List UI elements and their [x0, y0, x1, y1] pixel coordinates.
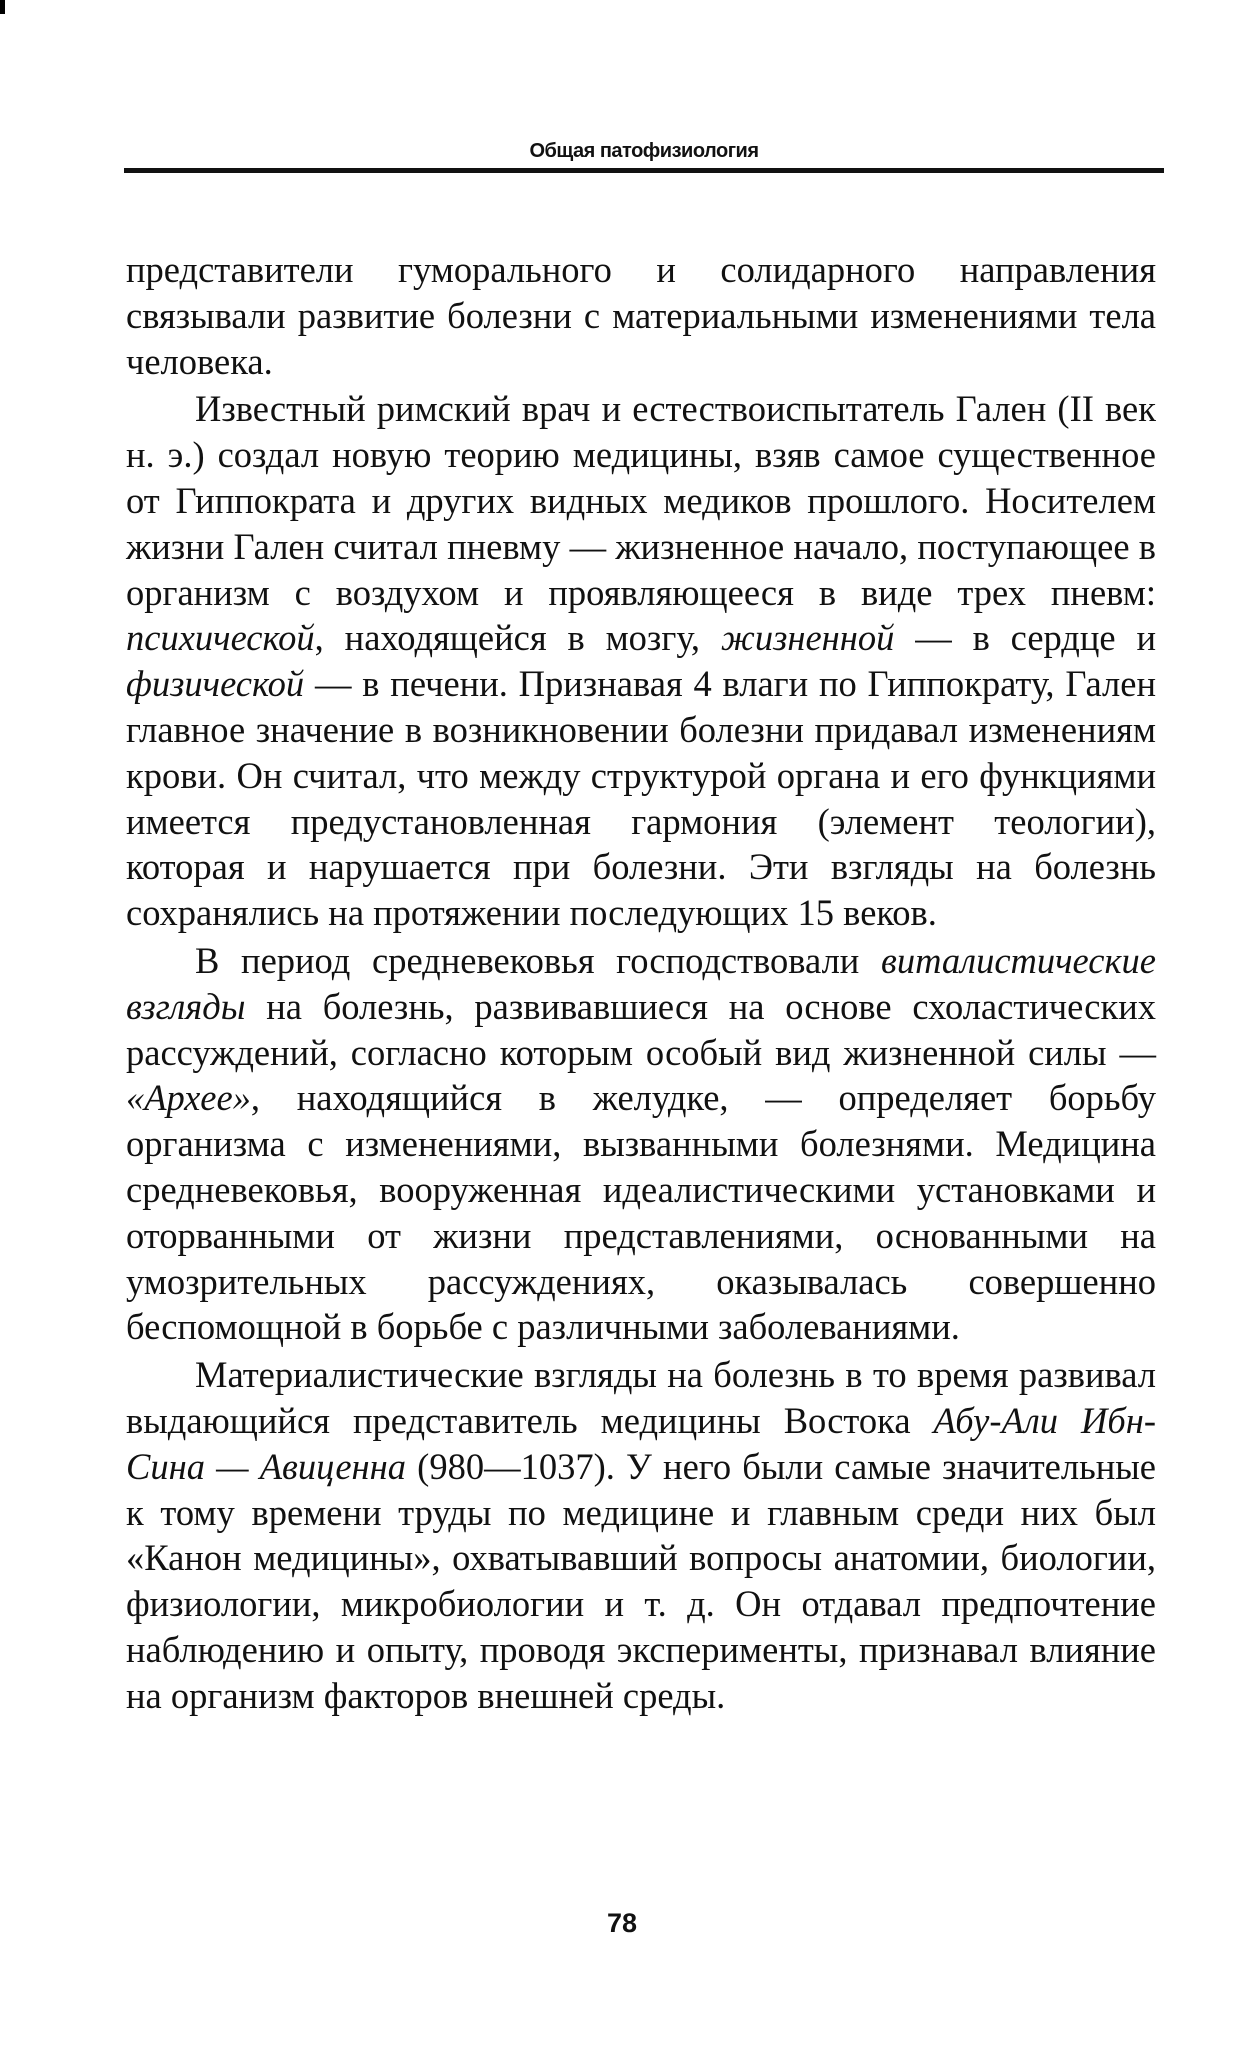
italic-term: физической: [126, 663, 305, 705]
text-segment: (980—1037). У него были самые значительные к тому времени труды по медицине и главным среди них был «Канон медицины», охватывавший вопросы анатомии, биологии, физиологии, микробиологии и т. д. Он отдавал предпочтение наблюдению и опыту, проводя эксперименты, признавал влияние на организм факторов внешней среды.: [126, 1445, 1156, 1716]
header-rule: [124, 168, 1164, 173]
body-text: [126, 247, 1156, 1719]
page-number: 78: [606, 1908, 638, 1938]
italic-term: «Архее»: [126, 1077, 251, 1119]
running-header: [124, 140, 1164, 173]
text-segment: Материалистические взгляды на болезнь в то время развивал выдающийся представитель медицины Востока: [126, 1354, 1156, 1441]
text-segment: — в печени. Признавая 4 влаги по Гиппократу, Гален главное значение в возникновении болезни придавал изменениям крови. Он считал, что между структурой органа и его функциями имеется предустановленная гармония (элемент теологии), которая и нарушается при болезни. Эти взгляды на болезнь сохранялись на протяжении последующих 15 веков.: [126, 663, 1156, 934]
text-segment: , находящейся в мозгу,: [314, 617, 721, 659]
italic-term: Абу-Али Ибн-Сина — Авиценна: [126, 1399, 1156, 1487]
text-segment: представители гуморального и солидарного направления связывали развитие болезни с материальными изменениями тела человека.: [126, 249, 1156, 382]
text-segment: Известный римский врач и естествоиспытатель Гален (II век н. э.) создал новую теорию медицины, взяв самое существенное от Гиппократа и других видных медиков прошлого. Носителем жизни Гален считал пневму — жизненное начало, поступающее в организм с воздухом и проявляющееся в виде трех пневм:: [126, 388, 1156, 613]
paragraph: [126, 938, 1156, 1350]
text-segment: , находящийся в желудке, — определяет борьбу организма с изменениями, вызванными болезнями. Медицина средневековья, вооруженная идеалистическими установками и оторванными от жизни представлениями, основанными на умозрительных рассуждениях, оказывалась совершенно беспомощной в борьбе с различными заболеваниями.: [126, 1077, 1156, 1348]
paragraph: [126, 247, 1156, 384]
text-segment: — в сердце и: [894, 617, 1156, 659]
paragraph: [126, 386, 1156, 936]
italic-term: жизненной: [720, 617, 895, 659]
italic-term: психической: [126, 617, 315, 659]
italic-term: виталистические взгляды: [126, 939, 1156, 1027]
text-segment: на болезнь, развивавшиеся на основе схоластических рассуждений, согласно которым особый вид жизненной силы —: [126, 985, 1156, 1073]
running-head-title: Общая патофизиология: [529, 140, 759, 162]
paragraph: [126, 1352, 1156, 1718]
text-segment: В период средневековья господствовали: [195, 939, 882, 981]
